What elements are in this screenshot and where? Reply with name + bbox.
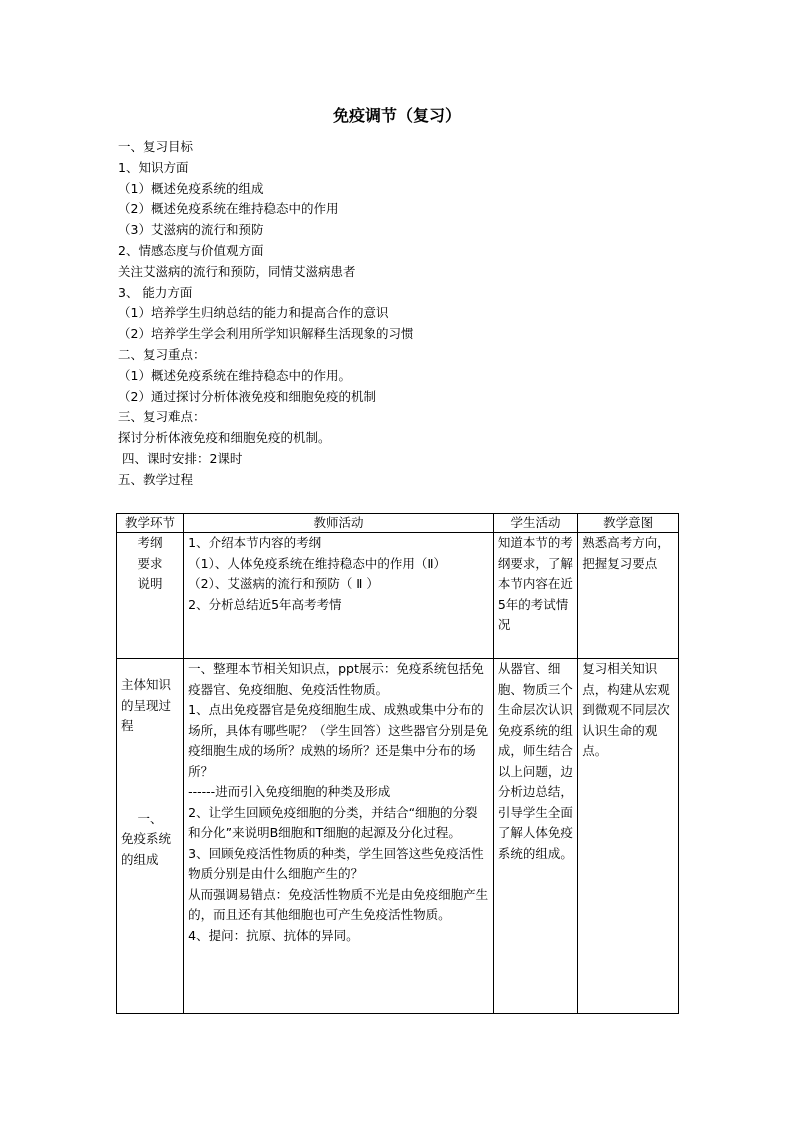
stage-text: 要求 bbox=[137, 555, 163, 571]
spacer bbox=[121, 737, 179, 809]
student-activity-text: 从器官、细胞、物质三个生命层次认识免疫系统的组成，师生结合以上问题，边分析边总结，引导学生全面了解人体免疫系统的组成。 bbox=[497, 661, 573, 861]
teacher-activity-cell bbox=[184, 533, 494, 659]
teacher-activity-text: （2）、艾滋病的流行和预防（ Ⅱ ） bbox=[188, 576, 379, 591]
outline-line: （2）概述免疫系统在维持稳态中的作用 bbox=[118, 201, 339, 217]
outline-line: 3、 能力方面 bbox=[118, 284, 193, 300]
outline-line: 五、教学过程 bbox=[118, 471, 194, 487]
teacher-activity-text: 2、分析总结近5年高考考情 bbox=[188, 596, 342, 612]
table-row bbox=[117, 659, 679, 1014]
outline-line: 1、知识方面 bbox=[118, 159, 189, 175]
teaching-intent-cell bbox=[578, 533, 679, 659]
student-activity-cell bbox=[493, 533, 577, 659]
header-teaching-intent: 教学意图 bbox=[578, 514, 679, 533]
stage-cell bbox=[117, 533, 184, 659]
outline-line: （3）艾滋病的流行和预防 bbox=[118, 222, 264, 238]
outline-line: （2）培养学生学会利用所学知识解释生活现象的习惯 bbox=[118, 326, 414, 342]
teaching-intent-cell bbox=[578, 659, 679, 1014]
document-title: 免疫调节（复习） bbox=[332, 106, 461, 125]
teacher-activity-text: 4、提问：抗原、抗体的异同。 bbox=[188, 927, 359, 943]
stage-text: 免疫系统的组成 bbox=[121, 831, 172, 867]
teacher-activity-text: （1）、人体免疫系统在维持稳态中的作用（Ⅱ） bbox=[188, 555, 446, 571]
outline-line: 四、课时安排：2课时 bbox=[118, 450, 243, 466]
teacher-activity-text: ------进而引入免疫细胞的种类及形成 bbox=[188, 784, 391, 799]
stage-text: 一、 bbox=[137, 810, 163, 826]
outline-line: （1）概述免疫系统的组成 bbox=[118, 180, 264, 196]
outline-line: 一、复习目标 bbox=[118, 139, 194, 154]
outline-line: （2）通过探讨分析体液免疫和细胞免疫的机制 bbox=[118, 388, 376, 404]
outline-line: （1）概述免疫系统在维持稳态中的作用。 bbox=[118, 367, 351, 383]
table-header-row bbox=[117, 514, 679, 533]
teacher-activity-text: 从而强调易错点：免疫活性物质不光是由免疫细胞产生的，而且还有其他细胞也可产生免疫活性物质。 bbox=[188, 886, 489, 922]
header-student-activity: 学生活动 bbox=[493, 514, 577, 533]
teaching-intent-text: 熟悉高考方向，把握复习要点 bbox=[582, 535, 670, 571]
outline-line: 三、复习难点： bbox=[118, 409, 206, 425]
teaching-process-table bbox=[116, 513, 679, 1014]
outline-line: 关注艾滋病的流行和预防，同情艾滋病患者 bbox=[118, 263, 356, 279]
outline-line: 2、情感态度与价值观方面 bbox=[118, 242, 264, 258]
student-activity-text: 知道本节的考纲要求，了解本节内容在近5年的考试情况 bbox=[497, 535, 573, 632]
spacer bbox=[121, 659, 179, 675]
outline-line: （1）培养学生归纳总结的能力和提高合作的意识 bbox=[118, 305, 389, 321]
outline-line: 探讨分析体液免疫和细胞免疫的机制。 bbox=[118, 430, 331, 446]
stage-text: 主体知识的呈现过程 bbox=[121, 677, 172, 733]
stage-text: 说明 bbox=[137, 576, 163, 591]
review-outline bbox=[118, 137, 678, 491]
teaching-intent-text: 复习相关知识点，构建从宏观到微观不同层次认识生命的观点。 bbox=[582, 661, 670, 758]
teacher-activity-text: 3、回顾免疫活性物质的种类，学生回答这些免疫活性物质分别是由什么细胞产生的？ bbox=[188, 845, 484, 881]
teacher-activity-text: 2、让学生回顾免疫细胞的分类，并结合“细胞的分裂和分化”来说明B细胞和T细胞的起源及分化过程。 bbox=[188, 804, 478, 840]
stage-cell bbox=[117, 659, 184, 1014]
header-teaching-stage: 教学环节 bbox=[117, 514, 184, 533]
stage-text: 考纲 bbox=[137, 535, 163, 550]
teacher-activity-text: 1、介绍本节内容的考纲 bbox=[188, 535, 322, 550]
table-row bbox=[117, 533, 679, 659]
student-activity-cell bbox=[493, 659, 577, 1014]
teacher-activity-text: 1、点出免疫器官是免疫细胞生成、成熟或集中分布的场所，具体有哪些呢？（学生回答）这些器官分别是免疫细胞生成的场所？成熟的场所？还是集中分布的场所？ bbox=[188, 702, 489, 779]
teacher-activity-text: 一、整理本节相关知识点，ppt展示：免疫系统包括免疫器官、免疫细胞、免疫活性物质。 bbox=[188, 661, 484, 697]
header-teacher-activity: 教师活动 bbox=[184, 514, 494, 533]
outline-line: 二、复习重点： bbox=[118, 346, 206, 362]
teacher-activity-cell bbox=[184, 659, 494, 1014]
